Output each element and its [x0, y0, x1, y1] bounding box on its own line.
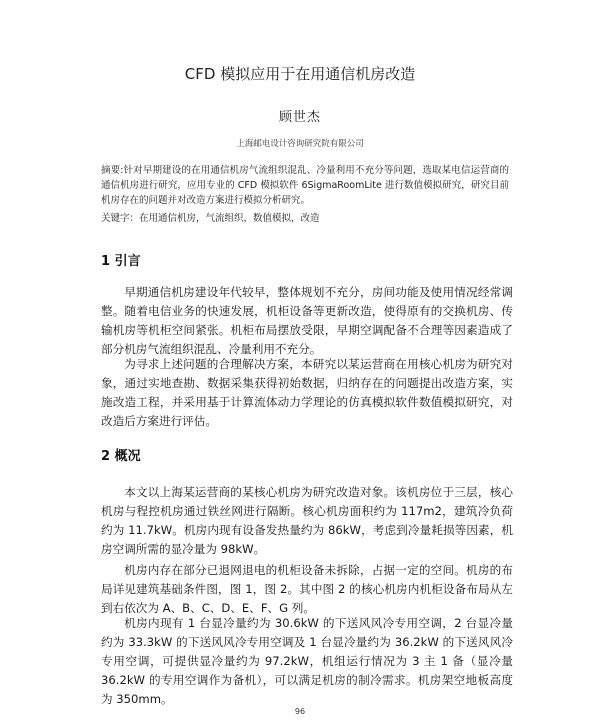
body-paragraph: 本文以上海某运营商的某核心机房为研究改造对象。该机房位于三层，核心机房与程控机房通过铁丝网进行隔断。核心机房面积约为 117m2，建筑冷负荷约为 11.7kW。机房内现有设备发热量约为 86kW，考虑到冷量耗损等因素，机房空调所需的显冷量为 98kW。 [101, 485, 513, 556]
section-heading-introduction: 1 引言 [101, 254, 141, 269]
author-affiliation: 上海邮电设计咨询研究院有限公司 [236, 139, 364, 149]
abstract: 摘要:针对早期建设的在用通信机房气流组织混乱、冷量利用不充分等问题，选取某电信运营商的通信机房进行研究，应用专业的 CFD 模拟软件 6SigmaRoomLite 进行数值模拟研究，研究目前机房存在的问题并对改造方案进行模拟分析研究。 [101, 165, 509, 206]
section-heading-overview: 2 概况 [101, 449, 141, 464]
body-paragraph: 早期通信机房建设年代较早，整体规划不充分，房间功能及使用情况经常调整。随着电信业务的快速发展，机柜设备等更新改造，使得原有的交换机房、传输机房等机柜空间紧张。机柜布局摆放受限，早期空调配备不合理等因素造成了部分机房气流组织混乱、冷量利用不充分。 [101, 285, 513, 356]
body-paragraph: 机房内存在部分已退网退电的机柜设备未拆除，占据一定的空间。机房的布局详见建筑基础条件图，图 1，图 2。其中图 2 的核心机房内机柜设备布局从左到右依次为 A、B、C、D、E、F、G 列。 [101, 563, 513, 615]
keywords: 关键字：在用通信机房，气流组织，数值模拟，改造 [101, 213, 320, 224]
body-paragraph: 为寻求上述问题的合理解决方案，本研究以某运营商在用核心机房为研究对象，通过实地查勘、数据采集获得初始数据，归纳存在的问题提出改造方案，实施改造工程，并采用基于计算流体动力学理论的仿真模拟软件数值模拟研究，对改造后方案进行评估。 [101, 357, 513, 428]
page-number: 96 [294, 707, 306, 716]
author-name: 顾世杰 [278, 110, 321, 125]
paper-title: CFD 模拟应用于在用通信机房改造 [184, 65, 416, 83]
body-paragraph: 机房内现有 1 台显冷量约为 30.6kW 的下送风风冷专用空调，2 台显冷量约为 33.3kW 的下送风风冷专用空调及 1 台显冷量约为 36.2kW 的下送风风冷专用空调，可提供显冷量约为 97.2kW，机组运行情况为 3 主 1 备（显冷量 36.2kW 的专用空调作为备机），可以满足机房的制冷需求。机房架空地板高度为 350mm。 [101, 616, 513, 706]
